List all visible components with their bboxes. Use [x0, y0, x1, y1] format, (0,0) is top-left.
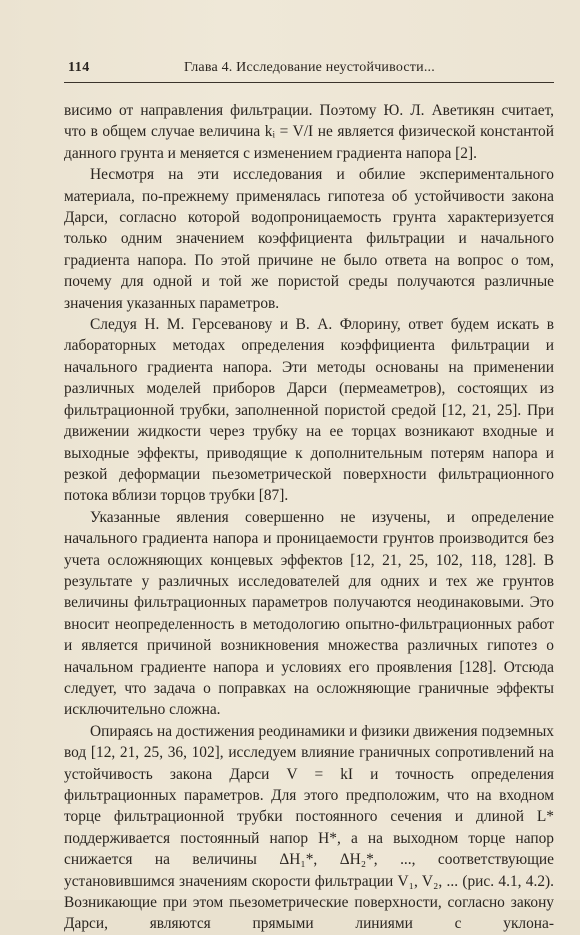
paragraph-4: Указанные явления совершенно не изучены, и определение начального градиента напора и проницаемости грунтов производится без учета осложняющих концевых эффектов [12, 21, 25, 102, 118, 128]. В результате у различных исследователей для одних и тех же грунтов величины фильтрационных параметров получаются неодинаковыми. Это вносит неопределенность в методологию опытно-фильтрационных работ и является причиной возникновения множества различных гипотез о начальном градиенте напора и условиях его проявления [128]. Отсюда следует, что задача о поправках на осложняющие граничные эффекты исключительно сложна.	[64, 508, 554, 719]
paragraph-3: Следуя Н. М. Герсеванову и В. А. Флорину, ответ будем искать в лабораторных методах определения коэффициента фильтрации и начального градиента напора. Эти методы основаны на применении различных моделей приборов Дарси (пермеаметров), состоящих из фильтрационной трубки, заполненной пористой средой [12, 21, 25]. При движении жидкости через трубку на ее торцах возникают входные и выходные эффекты, приводящие к дополнительным потерям напора и резкой деформации пьезометрической поверхности фильтрационного потока вблизи торцов трубки [87].	[64, 316, 554, 505]
page-header	[64, 58, 554, 83]
body-text	[64, 100, 554, 935]
paragraph-5: Опираясь на достижения реодинамики и физики движения подземных вод [12, 21, 25, 36, 102], исследуем влияние граничных сопротивлений на устойчивость закона Дарси V = kI и точность определения фильтрационных параметров. Для этого предположим, что на входном торце фильтрационной трубки постоянного сечения и длиной L* поддерживается постоянный напор H*, а на выходном торце напор снижается на величины ΔH₁*, ΔH₂*, ..., соответствующие установившимся значениям скорости фильтрации V₁, V₂, ... (рис. 4.1, 4.2). Возникающие при этом пьезометрические поверхности, согласно закону Дарси, являются прямыми линиями с уклона-	[64, 722, 554, 933]
paragraph-2: Несмотря на эти исследования и обилие экспериментального материала, по-прежнему применялась гипотеза об устойчивости закона Дарси, согласно которой водопроницаемость грунта характеризуется только одним значением коэффициента фильтрации и начального градиента напора. По этой причине не было ответа на вопрос о том, почему для одной и той же пористой среды получаются различные значения указанных параметров.	[64, 166, 554, 312]
paragraph-1: висимо от направления фильтрации. Поэтому Ю. Л. Аветикян считает, что в общем случае величина kᵢ = V/I не является физической константой данного грунта и меняется с изменением градиента напора [2].	[64, 102, 554, 162]
running-head: Глава 4. Исследование неустойчивости...	[184, 60, 435, 75]
page-number: 114	[68, 60, 90, 75]
